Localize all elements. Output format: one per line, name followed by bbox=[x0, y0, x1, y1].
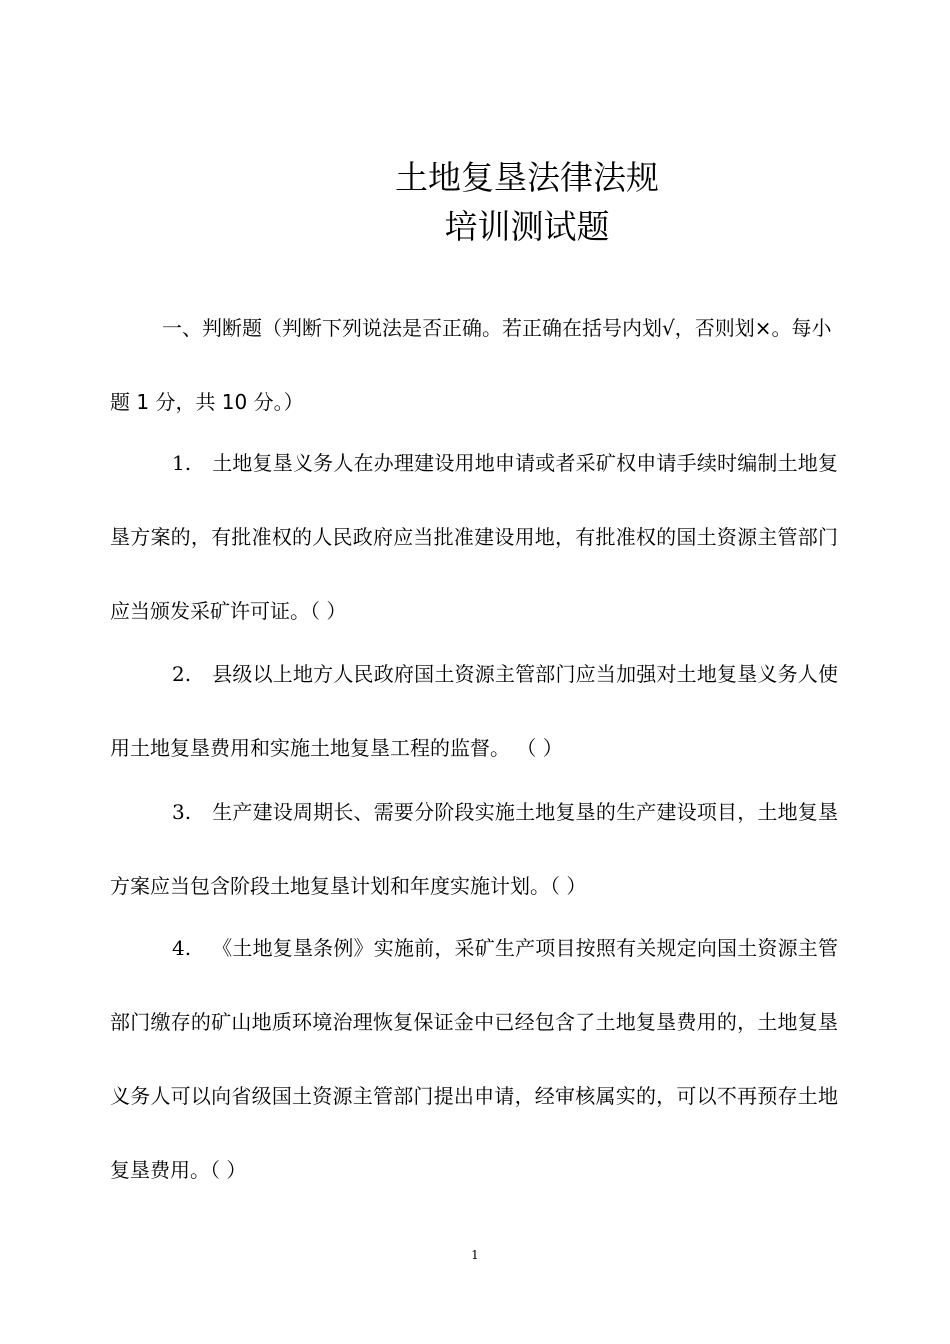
question-4 bbox=[110, 911, 838, 1207]
question-2 bbox=[110, 637, 838, 785]
question-text: 县级以上地方人民政府国土资源主管部门应当加强对土地复垦义务人使用土地复垦费用和实施土地复垦工程的监督。 （ ） bbox=[110, 662, 838, 760]
question-3 bbox=[110, 775, 838, 923]
question-number: 2. bbox=[172, 662, 192, 686]
document-subtitle: 培训测试题 bbox=[444, 207, 610, 246]
question-text: 土地复垦义务人在办理建设用地申请或者采矿权申请手续时编制土地复垦方案的，有批准权的人民政府应当批准建设用地，有批准权的国土资源主管部门应当颁发采矿许可证。（ ） bbox=[110, 451, 838, 623]
section-heading bbox=[110, 291, 840, 439]
question-number: 4. bbox=[172, 936, 192, 960]
question-number: 1. bbox=[172, 451, 192, 475]
document-title: 土地复垦法律法规 bbox=[395, 158, 659, 197]
section-heading-text: 一、判断题（判断下列说法是否正确。若正确在括号内划√，否则划×。每小题 1 分，共 10 分。） bbox=[110, 316, 832, 414]
question-1 bbox=[110, 426, 838, 648]
question-text: 《土地复垦条例》实施前，采矿生产项目按照有关规定向国土资源主管部门缴存的矿山地质环境治理恢复保证金中已经包含了土地复垦费用的，土地复垦义务人可以向省级国土资源主管部门提出申请，经审核属实的，可以不再预存土地复垦费用。（ ） bbox=[110, 936, 838, 1182]
page-number: 1 bbox=[471, 1248, 479, 1262]
question-text: 生产建设周期长、需要分阶段实施土地复垦的生产建设项目，土地复垦方案应当包含阶段土地复垦计划和年度实施计划。（ ） bbox=[110, 800, 838, 898]
question-number: 3. bbox=[172, 800, 192, 824]
